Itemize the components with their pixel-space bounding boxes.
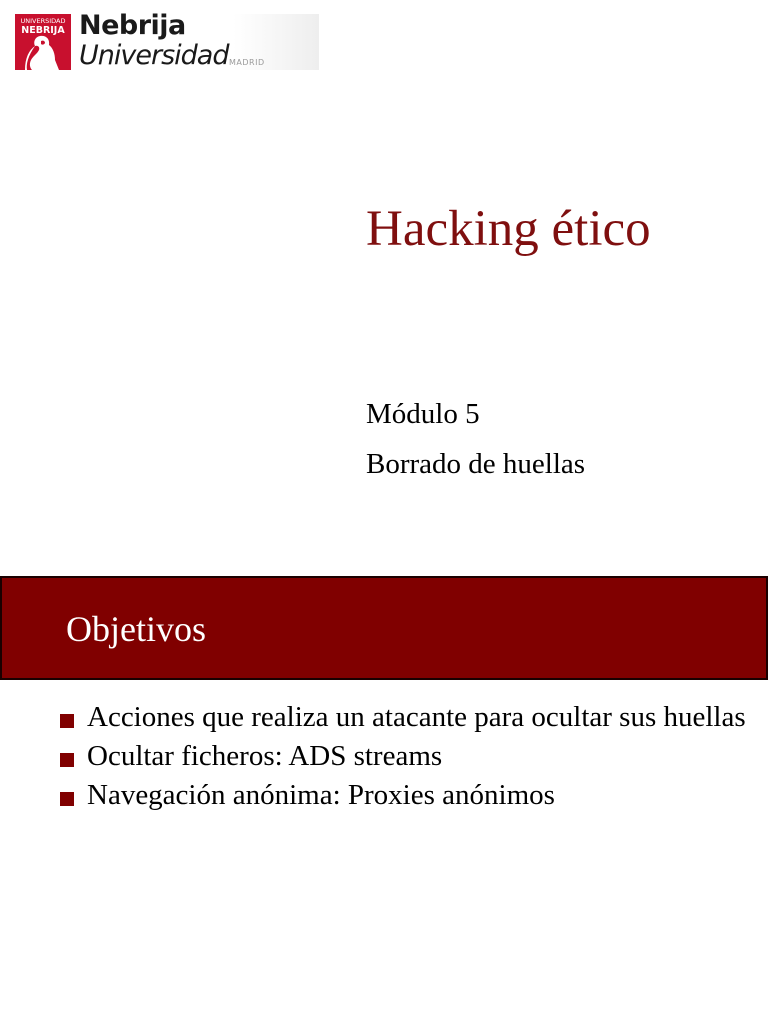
university-seal-icon bbox=[15, 14, 71, 70]
list-item-text: Navegación anónima: Proxies anónimos bbox=[87, 779, 555, 811]
square-bullet-icon bbox=[60, 753, 74, 767]
objectives-heading: Objetivos bbox=[66, 609, 206, 649]
list-item bbox=[60, 741, 750, 772]
list-item bbox=[60, 780, 750, 811]
list-item bbox=[60, 702, 750, 733]
logo-name-line2: Universidad bbox=[79, 40, 229, 71]
slide-title: Hacking ético bbox=[366, 201, 651, 257]
list-item-text: Ocultar ficheros: ADS streams bbox=[87, 740, 443, 772]
list-item-text: Acciones que realiza un atacante para ocultar sus huellas bbox=[87, 701, 746, 733]
seal-text-top: UNIVERSIDAD bbox=[20, 17, 66, 25]
university-logo bbox=[15, 10, 319, 71]
square-bullet-icon bbox=[60, 714, 74, 728]
logo-name-line1: Nebrija bbox=[79, 10, 186, 41]
objectives-list bbox=[60, 702, 750, 819]
objectives-banner bbox=[0, 576, 768, 680]
slide-subtitle-module: Módulo 5 bbox=[366, 398, 480, 430]
slide-subtitle-topic: Borrado de huellas bbox=[366, 448, 586, 480]
square-bullet-icon bbox=[60, 792, 74, 806]
logo-location: MADRID bbox=[229, 58, 265, 67]
seal-text-bottom: NEBRIJA bbox=[21, 25, 65, 36]
